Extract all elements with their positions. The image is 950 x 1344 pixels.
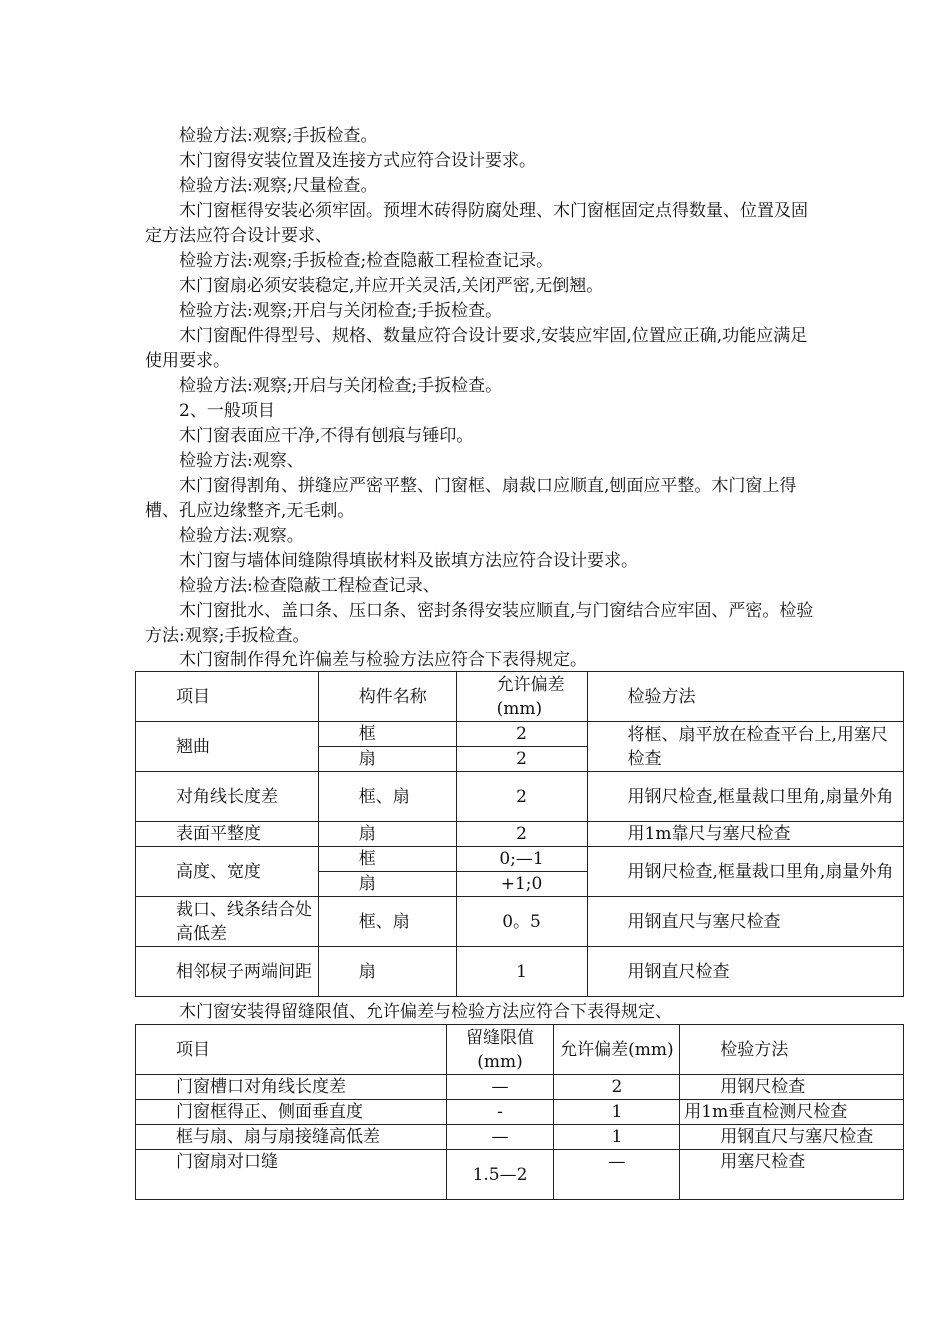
- paragraph: 木门窗表面应干净,不得有刨痕与锤印。: [179, 426, 474, 446]
- table-row: [136, 772, 904, 822]
- table-row: [136, 897, 904, 947]
- cell-method: 用钢直尺与塞尺检查: [680, 1125, 904, 1150]
- cell-gap: 1.5—2: [446, 1150, 554, 1200]
- cell-method: 用塞尺检查: [680, 1150, 904, 1200]
- paragraph: 木门窗批水、盖口条、压口条、密封条得安装应顺直,与门窗结合应牢固、严密。检验方法:观察;手扳检查。: [145, 601, 814, 646]
- paragraph: 检验方法:观察;手扳检查。: [179, 126, 378, 146]
- cell-method: 用1m靠尺与塞尺检查: [587, 822, 903, 847]
- header-cell: 项目: [136, 672, 319, 722]
- cell-item: 裁口、线条结合处高低差: [136, 897, 319, 947]
- table-caption: 木门窗制作得允许偏差与检验方法应符合下表得规定。: [179, 650, 587, 670]
- cell-part: 扇: [318, 822, 456, 847]
- cell-gap: —: [446, 1075, 554, 1100]
- table-row: [136, 1125, 904, 1150]
- paragraph: 木门窗得割角、拼缝应严密平整、门窗框、扇裁口应顺直,刨面应平整。木门窗上得槽、孔应边缘整齐,无毛刺。: [145, 476, 797, 521]
- paragraph: 检验方法:观察;手扳检查;检查隐蔽工程检查记录。: [179, 251, 554, 271]
- header-cell: 留缝限值(mm): [446, 1025, 554, 1075]
- table-header-row: [136, 672, 904, 722]
- cell-method: 用钢尺检查: [680, 1075, 904, 1100]
- cell-part: 扇: [318, 872, 456, 897]
- cell-item: 翘曲: [136, 722, 319, 772]
- cell-item: 对角线长度差: [136, 772, 319, 822]
- cell-tolerance: 2: [554, 1075, 680, 1100]
- cell-item: 门窗扇对口缝: [136, 1150, 447, 1200]
- cell-part: 扇: [318, 947, 456, 997]
- table-row: [136, 947, 904, 997]
- cell-tolerance: 2: [456, 822, 587, 847]
- cell-method: 用1m垂直检测尺检查: [680, 1100, 904, 1125]
- paragraph: 检验方法:观察;开启与关闭检查;手扳检查。: [179, 376, 503, 396]
- cell-tolerance: 1: [554, 1100, 680, 1125]
- table-header-row: [136, 1025, 904, 1075]
- cell-method: 将框、扇平放在检查平台上,用塞尺检查: [587, 722, 903, 772]
- cell-method: 用钢尺检查,框量裁口里角,扇量外角: [587, 847, 903, 897]
- paragraph: 检验方法:观察、: [179, 451, 304, 471]
- cell-item: 相邻棂子两端间距: [136, 947, 319, 997]
- table-row: [136, 1100, 904, 1125]
- table-caption: 木门窗安装得留缝限值、允许偏差与检验方法应符合下表得规定、: [179, 1002, 672, 1022]
- paragraph: 检验方法:检查隐蔽工程检查记录、: [179, 576, 440, 596]
- table-row: [136, 722, 904, 747]
- header-cell: 项目: [136, 1025, 447, 1075]
- cell-part: 框、扇: [318, 897, 456, 947]
- paragraph: 木门窗框得安装必须牢固。预埋木砖得防腐处理、木门窗框固定点得数量、位置及固定方法应符合设计要求、: [145, 201, 808, 246]
- cell-item: 表面平整度: [136, 822, 319, 847]
- tolerance-table-installation: [135, 1024, 904, 1200]
- cell-item: 高度、宽度: [136, 847, 319, 897]
- cell-tolerance: —: [554, 1150, 680, 1200]
- table-row: [136, 822, 904, 847]
- header-cell: 允许偏差(mm): [554, 1025, 680, 1075]
- cell-tolerance: 2: [456, 747, 587, 772]
- cell-tolerance: 0。5: [456, 897, 587, 947]
- cell-method: 用钢尺检查,框量裁口里角,扇量外角: [587, 772, 903, 822]
- cell-gap: —: [446, 1125, 554, 1150]
- cell-gap: -: [446, 1100, 554, 1125]
- cell-part: 扇: [318, 747, 456, 772]
- paragraph: 木门窗与墙体间缝隙得填嵌材料及嵌填方法应符合设计要求。: [179, 551, 638, 571]
- paragraph: 木门窗得安装位置及连接方式应符合设计要求。: [179, 151, 536, 171]
- cell-tolerance: 1: [456, 947, 587, 997]
- cell-part: 框: [318, 847, 456, 872]
- cell-tolerance: +1;0: [456, 872, 587, 897]
- tolerance-table-manufacture: [135, 671, 904, 997]
- cell-part: 框: [318, 722, 456, 747]
- section-heading: 2、一般项目: [179, 401, 275, 421]
- header-cell: 允许偏差(mm): [456, 672, 587, 722]
- table-row: [136, 847, 904, 872]
- cell-tolerance: 0;—1: [456, 847, 587, 872]
- header-cell: 检验方法: [587, 672, 903, 722]
- cell-method: 用钢直尺与塞尺检查: [587, 897, 903, 947]
- paragraph: 木门窗配件得型号、规格、数量应符合设计要求,安装应牢固,位置应正确,功能应满足使用要求。: [145, 326, 808, 371]
- cell-method: 用钢直尺检查: [587, 947, 903, 997]
- cell-item: 门窗槽口对角线长度差: [136, 1075, 447, 1100]
- cell-part: 框、扇: [318, 772, 456, 822]
- header-cell: 构件名称: [318, 672, 456, 722]
- table-row: [136, 1075, 904, 1100]
- cell-tolerance: 1: [554, 1125, 680, 1150]
- cell-tolerance: 2: [456, 772, 587, 822]
- table-row: [136, 1150, 904, 1200]
- paragraph: 检验方法:观察。: [179, 526, 304, 546]
- paragraph: 检验方法:观察;尺量检查。: [179, 176, 378, 196]
- header-cell: 检验方法: [680, 1025, 904, 1075]
- cell-tolerance: 2: [456, 722, 587, 747]
- paragraph: 检验方法:观察;开启与关闭检查;手扳检查。: [179, 301, 503, 321]
- cell-item: 门窗框得正、侧面垂直度: [136, 1100, 447, 1125]
- paragraph: 木门窗扇必须安装稳定,并应开关灵活,关闭严密,无倒翘。: [179, 276, 604, 296]
- cell-item: 框与扇、扇与扇接缝高低差: [136, 1125, 447, 1150]
